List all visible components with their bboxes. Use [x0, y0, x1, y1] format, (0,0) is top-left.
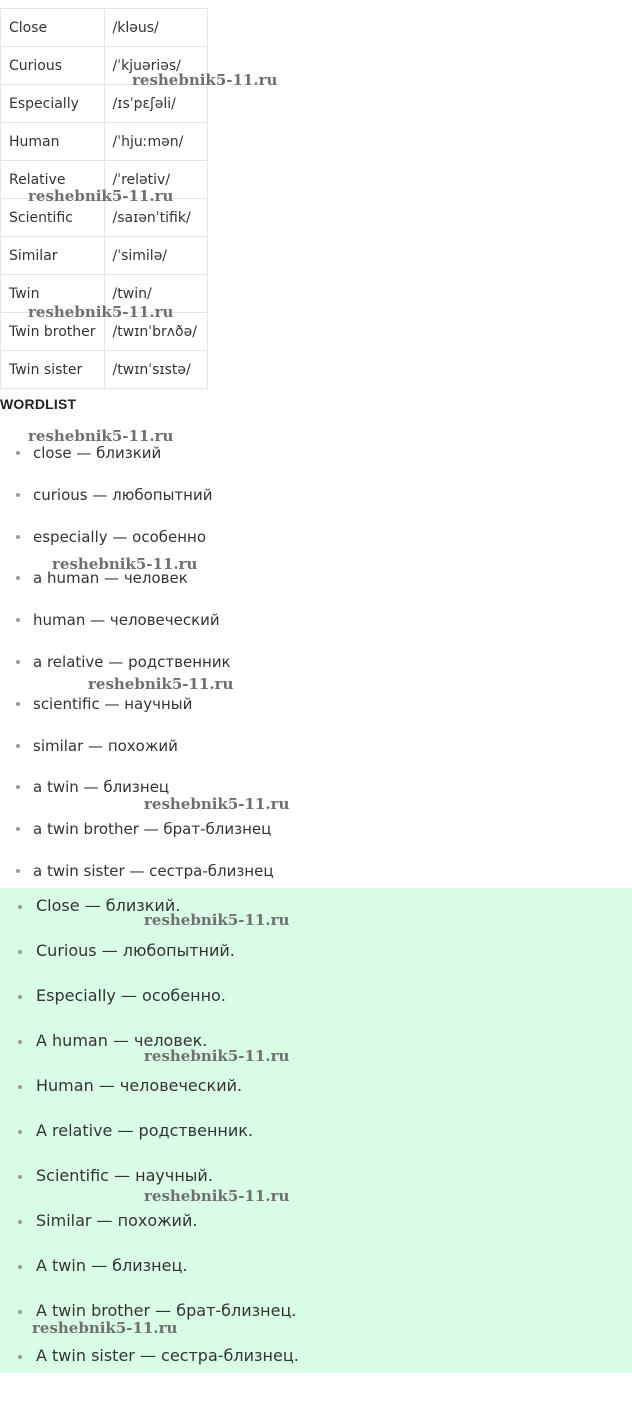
bullet-icon [18, 905, 22, 909]
list-item-text: a human — человек [33, 569, 188, 588]
list-item-text: Scientific — научный. [36, 1166, 213, 1185]
bullet-icon [16, 869, 20, 873]
list-item [0, 692, 274, 734]
bullet-icon [18, 1040, 22, 1044]
table-row [1, 313, 208, 351]
bullet-icon [18, 995, 22, 999]
list-item [0, 650, 274, 692]
bullet-icon [16, 785, 20, 789]
transcription-cell: /saɪənˈtifik/ [104, 199, 207, 237]
bullet-icon [16, 493, 20, 497]
transcription-cell: /twɪnˈbrʌðə/ [104, 313, 207, 351]
bullet-icon [18, 1355, 22, 1359]
table-row [1, 123, 208, 161]
bullet-icon [16, 702, 20, 706]
list-item-text: a twin sister — сестра-близнец [33, 861, 274, 880]
list-item-text: scientific — научный [33, 694, 193, 713]
table-row [1, 275, 208, 313]
table-row [1, 237, 208, 275]
watermark: reshebnik5-11.ru [144, 911, 290, 929]
bullet-icon [18, 1085, 22, 1089]
table-row [1, 85, 208, 123]
list-item-text: human — человеческий [33, 611, 220, 630]
list-item [0, 984, 299, 1029]
word-cell: Twin brother [1, 313, 105, 351]
list-item [0, 775, 274, 817]
list-item-text: a twin brother — брат-близнец [33, 820, 272, 839]
transcription-cell: /kləus/ [104, 9, 207, 47]
list-item [0, 817, 274, 859]
list-item-text: A twin sister — сестра-близнец. [36, 1346, 299, 1365]
word-cell: Similar [1, 237, 105, 275]
bullet-icon [18, 1175, 22, 1179]
watermark: reshebnik5-11.ru [132, 71, 278, 89]
bullet-icon [18, 1265, 22, 1269]
bullet-icon [16, 618, 20, 622]
transcription-cell: /twɪnˈsɪstə/ [104, 351, 207, 389]
list-item-text: A human — человек. [36, 1031, 208, 1050]
list-item [0, 525, 274, 567]
list-item-text: Curious — любопытний. [36, 941, 235, 960]
bullet-icon [16, 576, 20, 580]
list-item-text: similar — похожий [33, 736, 178, 755]
watermark: reshebnik5-11.ru [52, 555, 198, 573]
answer-box [0, 888, 632, 1373]
list-item-text: A relative — родственник. [36, 1121, 254, 1140]
watermark: reshebnik5-11.ru [32, 1319, 178, 1337]
bullet-icon [18, 1130, 22, 1134]
word-cell: Twin sister [1, 351, 105, 389]
list-item [0, 1164, 299, 1209]
bullet-icon [16, 451, 20, 455]
table-row [1, 47, 208, 85]
watermark: reshebnik5-11.ru [28, 187, 174, 205]
bullet-icon [18, 1220, 22, 1224]
transcription-cell: /ɪsˈpɛʃəli/ [104, 85, 207, 123]
list-item [0, 1029, 299, 1074]
list-item-text: Close — близкий. [36, 896, 181, 915]
transcription-cell: /ˈrelətiv/ [104, 161, 207, 199]
table-row [1, 351, 208, 389]
word-cell: Human [1, 123, 105, 161]
list-item [0, 1209, 299, 1254]
list-item [0, 1074, 299, 1119]
list-item [0, 441, 274, 483]
list-item [0, 939, 299, 984]
transcription-cell: /ˈhjuːmən/ [104, 123, 207, 161]
transcription-cell: /ˈsimilə/ [104, 237, 207, 275]
watermark: reshebnik5-11.ru [144, 1187, 290, 1205]
word-cell: Twin [1, 275, 105, 313]
list-item-text: A twin — близнец. [36, 1256, 188, 1275]
transcription-cell: /ˈkjuəriəs/ [104, 47, 207, 85]
list-item [0, 1119, 299, 1164]
bullet-icon [16, 535, 20, 539]
word-cell: Close [1, 9, 105, 47]
bullet-icon [18, 950, 22, 954]
bullet-icon [18, 1310, 22, 1314]
answer-list [0, 894, 299, 1389]
list-item [0, 734, 274, 776]
list-item [0, 894, 299, 939]
list-item-text: Especially — особенно. [36, 986, 226, 1005]
watermark: reshebnik5-11.ru [28, 427, 174, 445]
word-cell: Relative [1, 161, 105, 199]
word-cell: Especially [1, 85, 105, 123]
bullet-icon [16, 827, 20, 831]
list-item-text: a twin — близнец [33, 778, 170, 797]
word-cell: Scientific [1, 199, 105, 237]
list-item [0, 1254, 299, 1299]
list-item [0, 483, 274, 525]
list-item [0, 566, 274, 608]
list-item-text: a relative — родственник [33, 652, 231, 671]
wordlist [0, 441, 274, 901]
wordlist-heading: WORDLIST [0, 396, 77, 412]
watermark: reshebnik5-11.ru [88, 675, 234, 693]
table-row [1, 161, 208, 199]
watermark: reshebnik5-11.ru [144, 1047, 290, 1065]
list-item [0, 1299, 299, 1344]
list-item [0, 608, 274, 650]
table-row [1, 199, 208, 237]
bullet-icon [16, 744, 20, 748]
word-cell: Curious [1, 47, 105, 85]
list-item-text: close — близкий [33, 444, 162, 462]
watermark: reshebnik5-11.ru [144, 795, 290, 813]
watermark: reshebnik5-11.ru [28, 303, 174, 321]
list-item-text: Similar — похожий. [36, 1211, 198, 1230]
list-item-text: especially — особенно [33, 527, 207, 546]
table-row [1, 9, 208, 47]
list-item-text: curious — любопытний [33, 485, 213, 504]
vocabulary-table [0, 8, 208, 389]
list-item-text: A twin brother — брат-близнец. [36, 1301, 297, 1320]
list-item [0, 1344, 299, 1389]
bullet-icon [16, 660, 20, 664]
list-item-text: Human — человеческий. [36, 1076, 243, 1095]
transcription-cell: /twin/ [104, 275, 207, 313]
